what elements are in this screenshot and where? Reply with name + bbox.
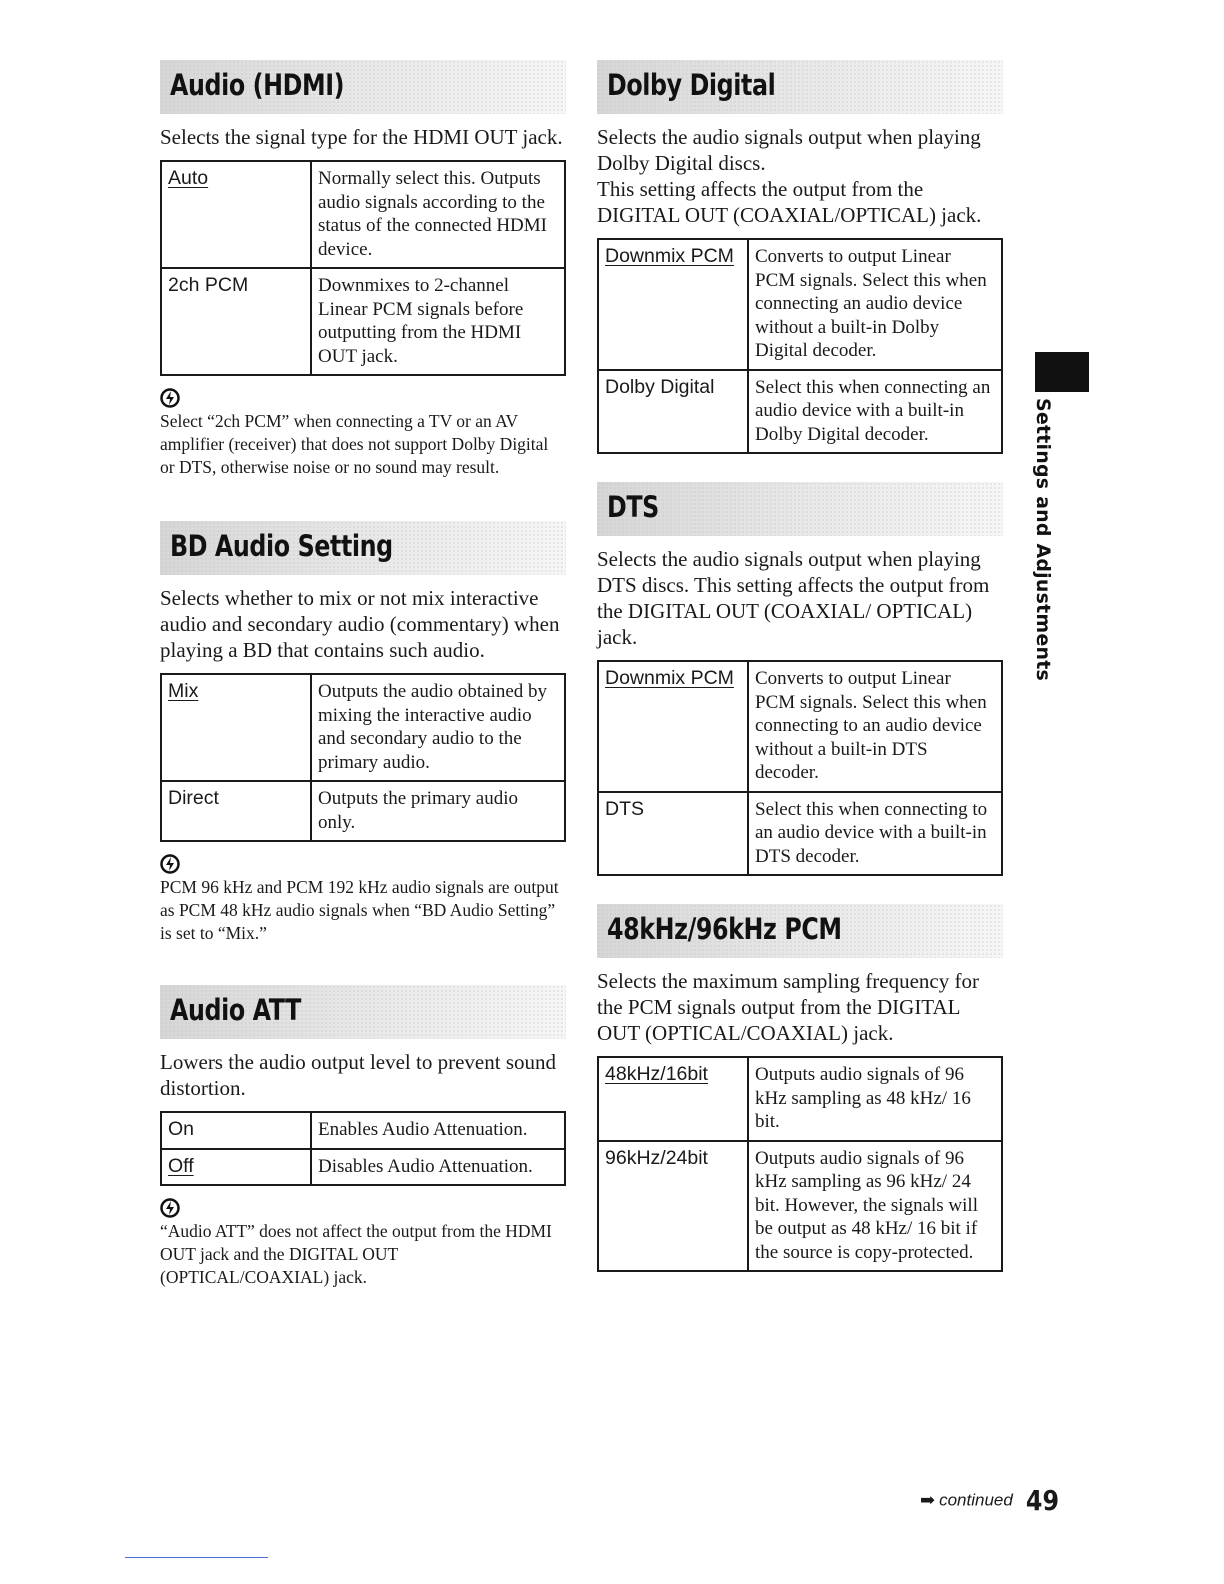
option-key <box>161 1149 311 1186</box>
section-title: Dolby Digital <box>607 68 776 102</box>
section-description: Selects the audio signals output when playing DTS discs. This setting affects the output from the DIGITAL OUT (COAXIAL/ OPTICAL) jack. <box>597 547 990 649</box>
section-description: Lowers the audio output level to prevent sound distortion. <box>160 1050 556 1100</box>
section-48khz-96khz-pcm <box>597 904 1003 1272</box>
options-table <box>160 1111 566 1186</box>
section-description: Selects the signal type for the HDMI OUT jack. <box>160 125 563 149</box>
option-description: Outputs audio signals of 96 kHz sampling as 96 kHz/ 24 bit. However, the signals will be output as 48 kHz/ 16 bit if the source is copy-protected. <box>748 1141 1002 1272</box>
option-description: Converts to output Linear PCM signals. Select this when connecting to an audio device without a built-in DTS decoder. <box>748 661 1002 792</box>
page-footer <box>920 1484 1062 1517</box>
option-key: Direct <box>161 781 311 841</box>
section-banner <box>597 60 1003 114</box>
section-bd-audio-setting <box>160 521 566 945</box>
table-row <box>598 1141 1002 1272</box>
option-description: Converts to output Linear PCM signals. Select this when connecting an audio device without a built-in Dolby Digital decoder. <box>748 239 1002 370</box>
options-table <box>160 673 566 842</box>
table-row <box>161 674 565 781</box>
options-table <box>160 160 566 376</box>
option-key: 96kHz/24bit <box>598 1141 748 1272</box>
option-key: Dolby Digital <box>598 370 748 454</box>
option-description: Normally select this. Outputs audio signals according to the status of the connected HDMI device. <box>311 161 565 268</box>
table-row <box>161 1112 565 1149</box>
section-title: BD Audio Setting <box>170 529 393 563</box>
option-description: Select this when connecting an audio device with a built-in Dolby Digital decoder. <box>748 370 1002 454</box>
option-description: Downmixes to 2-channel Linear PCM signals before outputting from the HDMI OUT jack. <box>311 268 565 375</box>
table-row <box>598 792 1002 876</box>
section-title: Audio ATT <box>170 993 301 1027</box>
chapter-tab-marker <box>1035 352 1089 392</box>
option-key: DTS <box>598 792 748 876</box>
right-column <box>597 60 1003 1284</box>
section-banner <box>160 60 566 114</box>
option-description: Outputs the primary audio only. <box>311 781 565 841</box>
section-title: Audio (HDMI) <box>170 68 345 102</box>
section-title: 48kHz/96kHz PCM <box>607 912 842 946</box>
default-option: Downmix PCM <box>605 667 734 689</box>
options-table <box>597 1056 1003 1272</box>
option-key <box>598 661 748 792</box>
table-row <box>598 239 1002 370</box>
default-option: 48kHz/16bit <box>605 1063 708 1085</box>
option-description: Disables Audio Attenuation. <box>311 1149 565 1186</box>
section-dts <box>597 482 1003 876</box>
hint-icon <box>160 1198 180 1218</box>
option-key <box>598 1057 748 1141</box>
section-description-2: This setting affects the output from the DIGITAL OUT (COAXIAL/OPTICAL) jack. <box>597 177 982 227</box>
section-banner <box>160 985 566 1039</box>
section-description: Selects the maximum sampling frequency for the PCM signals output from the DIGITAL OUT (OPTICAL/COAXIAL) jack. <box>597 969 979 1045</box>
section-title: DTS <box>607 490 659 524</box>
option-key <box>161 674 311 781</box>
footnote-divider <box>125 1557 268 1558</box>
hint-note: PCM 96 kHz and PCM 192 kHz audio signals are output as PCM 48 kHz audio signals when “BD Audio Setting” is set to “Mix.” <box>160 877 559 943</box>
option-key: On <box>161 1112 311 1149</box>
hint-note: “Audio ATT” does not affect the output from the HDMI OUT jack and the DIGITAL OUT (OPTICAL/COAXIAL) jack. <box>160 1221 552 1287</box>
option-key <box>161 161 311 268</box>
hint-note: Select “2ch PCM” when connecting a TV or an AV amplifier (receiver) that does not support Dolby Digital or DTS, otherwise noise or no sound may result. <box>160 411 549 477</box>
section-banner <box>597 904 1003 958</box>
continued-arrow-icon: ➡ <box>920 1490 936 1510</box>
table-row <box>161 1149 565 1186</box>
default-option: Auto <box>168 167 209 189</box>
option-description: Outputs audio signals of 96 kHz sampling as 48 kHz/ 16 bit. <box>748 1057 1002 1141</box>
hint-icon <box>160 854 180 874</box>
page-number: 49 <box>1025 1484 1059 1517</box>
section-dolby-digital <box>597 60 1003 454</box>
table-row <box>598 1057 1002 1141</box>
table-row <box>598 661 1002 792</box>
section-description: Selects whether to mix or not mix interactive audio and secondary audio (commentary) when playing a BD that contains such audio. <box>160 586 560 662</box>
default-option: Off <box>168 1154 194 1177</box>
continued-label: continued <box>939 1490 1013 1510</box>
section-banner <box>597 482 1003 536</box>
options-table <box>597 238 1003 454</box>
section-banner <box>160 521 566 575</box>
options-table <box>597 660 1003 876</box>
section-description: Selects the audio signals output when playing Dolby Digital discs. <box>597 125 981 175</box>
hint-icon <box>160 388 180 408</box>
option-key <box>598 239 748 370</box>
option-description: Outputs the audio obtained by mixing the interactive audio and secondary audio to the primary audio. <box>311 674 565 781</box>
table-row <box>161 781 565 841</box>
default-option: Mix <box>168 680 199 702</box>
section-audio-hdmi <box>160 60 566 479</box>
section-audio-att <box>160 985 566 1289</box>
default-option: Downmix PCM <box>605 245 734 267</box>
table-row <box>598 370 1002 454</box>
table-row <box>161 161 565 268</box>
option-description: Enables Audio Attenuation. <box>311 1112 565 1149</box>
chapter-tab-label: Settings and Adjustments <box>1032 398 1054 681</box>
table-row <box>161 268 565 375</box>
left-column <box>160 60 566 1289</box>
option-key: 2ch PCM <box>161 268 311 375</box>
option-description: Select this when connecting to an audio device with a built-in DTS decoder. <box>748 792 1002 876</box>
